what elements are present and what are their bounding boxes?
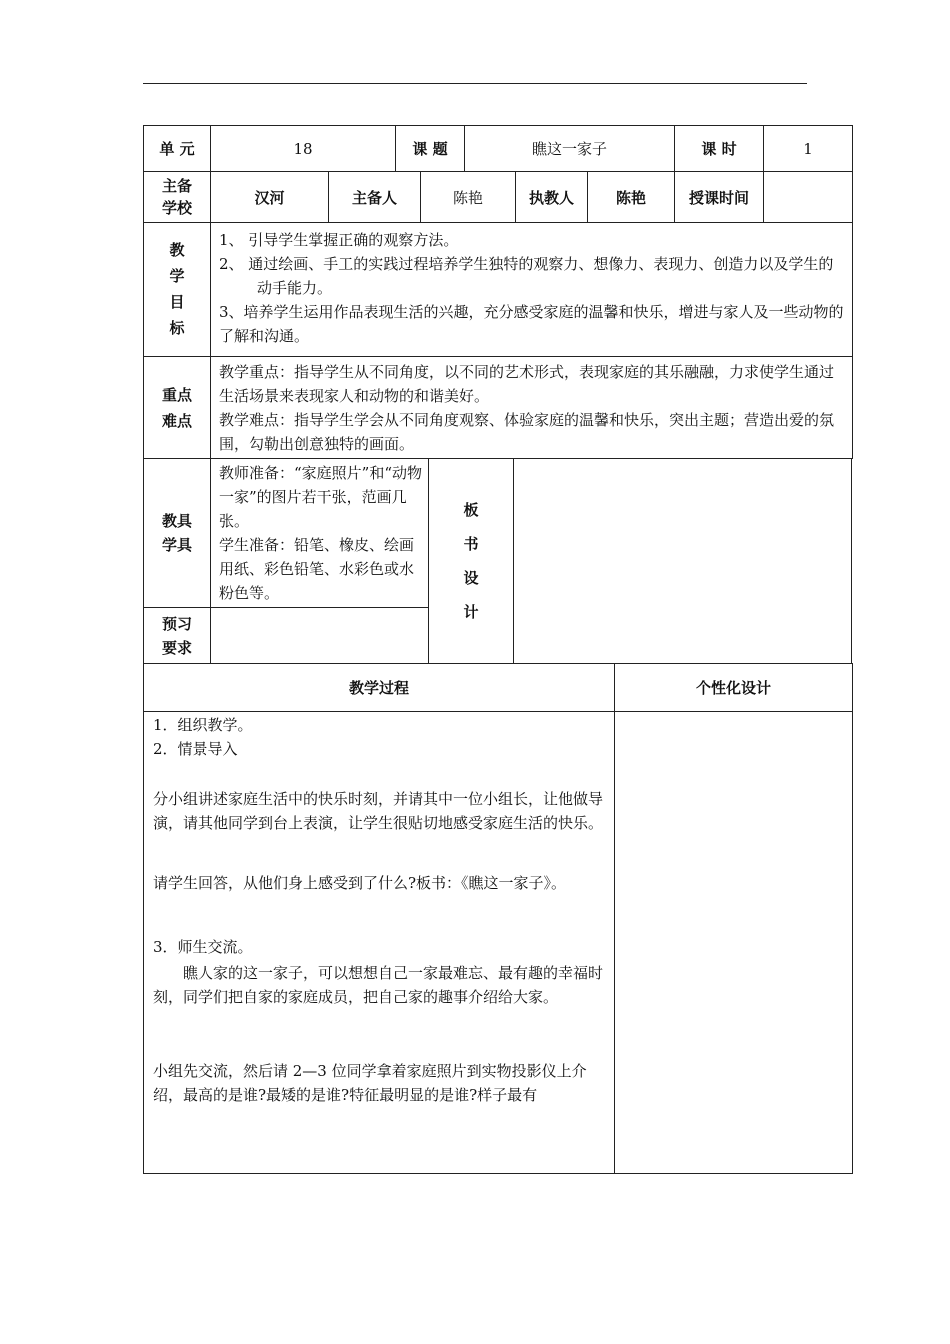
preview-value [210,607,429,664]
teacher-value: 陈艳 [587,171,675,223]
time-label: 授课时间 [674,171,764,223]
student-prep: 学生准备：铅笔、橡皮、绘画用纸、彩色铅笔、水彩色或水粉色等。 [219,536,415,602]
teaching-difficulty: 教学难点：指导学生学会从不同角度观察、体验家庭的温馨和快乐，突出主题；营造出爱的氛围，勾勒出创意独特的画面。 [219,411,835,453]
school-value: 汉河 [210,171,329,223]
para-family: 瞧人家的这一家子，可以想想自己一家最难忘、最有趣的幸福时刻，同学们把自家的家庭成员，把自己家的趣事介绍给大家。 [153,964,604,1006]
board-label: 板 书 设 计 [428,458,514,664]
step-exchange: 3．师生交流。 [153,938,253,956]
step-introduce: 2．情景导入 [153,740,238,758]
step-organize: 1．组织教学。 [153,716,253,734]
topic-value: 瞧这一家子 [464,125,675,172]
para-answer: 请学生回答，从他们身上感受到了什么?板书：《瞧这一家子》。 [153,874,567,892]
preparer-value: 陈艳 [420,171,516,223]
goal-item: 1、 引导学生掌握正确的观察方法。 [219,231,459,249]
keypoints-content [210,356,853,459]
time-value [763,171,853,223]
goal-item: 3、培养学生运用作品表现生活的兴趣，充分感受家庭的温馨和快乐，增进与家人及一些动物的了解和沟通。 [219,303,844,345]
unit-label: 单 元 [143,125,211,172]
goals-label: 教 学 目 标 [143,222,211,357]
school-label: 主备 学校 [143,171,211,223]
teaching-focus: 教学重点：指导学生从不同角度，以不同的艺术形式，表现家庭的其乐融融，力求使学生通过生活场景来表现家人和动物的和谐美好。 [219,363,835,405]
teacher-label: 执教人 [515,171,588,223]
teacher-prep: 教师准备：“家庭照片”和“动物一家”的图片若干张，范画几张。 [219,464,423,530]
goal-item: 2、 通过绘画、手工的实践过程培养学生独特的观察力、想像力、表现力、创造力以及学生的动手能力。 [219,255,834,297]
preparer-label: 主备人 [328,171,421,223]
board-content [513,458,852,664]
topic-label: 课 题 [395,125,465,172]
preview-label: 预习 要求 [143,607,211,664]
period-label: 课 时 [674,125,764,172]
personal-design-content [614,711,853,1174]
unit-value: 18 [210,125,396,172]
personal-design-header: 个性化设计 [614,663,853,712]
materials-label: 教具 学具 [143,458,211,608]
period-value: 1 [763,125,853,172]
materials-content [210,458,429,608]
goals-content [210,222,853,357]
keypoints-label: 重点 难点 [143,356,211,459]
header-rule [143,83,807,84]
para-group-story: 分小组讲述家庭生活中的快乐时刻，并请其中一位小组长，让他做导演，请其他同学到台上表演，让学生很贴切地感受家庭生活的快乐。 [153,790,604,832]
process-header: 教学过程 [143,663,615,712]
para-group-share: 小组先交流，然后请 2—3 位同学拿着家庭照片到实物投影仪上介绍，最高的是谁?最矮的是谁?特征最明显的是谁?样子最有 [153,1062,587,1104]
